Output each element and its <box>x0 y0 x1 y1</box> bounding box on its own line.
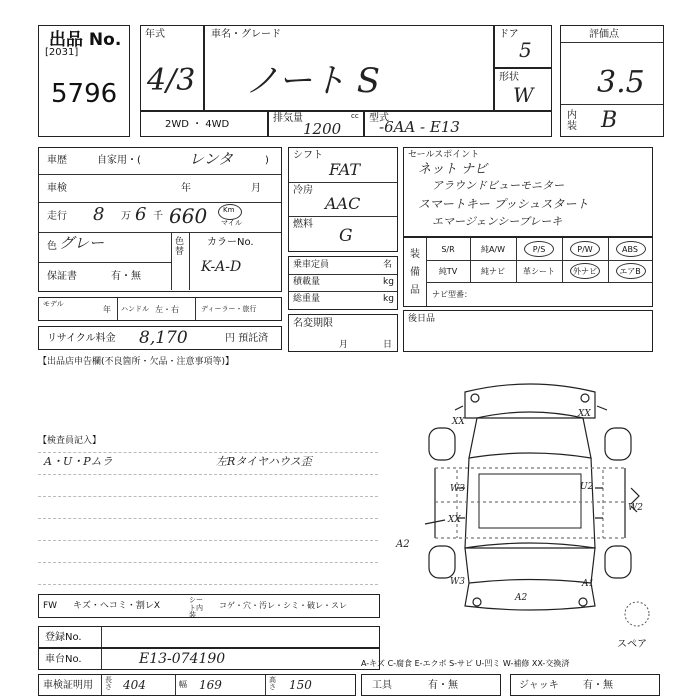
handle-options: 左・右 <box>155 305 179 314</box>
lot-number: 5796 <box>51 79 118 109</box>
equip-sr: S/R <box>441 244 455 254</box>
mileage-man-unit: 万 <box>121 211 131 222</box>
colorno-label: カラーNo. <box>207 237 254 248</box>
model-change-label: モデル <box>43 300 64 308</box>
cert-len-label: 長さ <box>105 676 112 691</box>
door-box <box>494 25 552 68</box>
mark-a2-rear: A2 <box>515 593 528 603</box>
equip-pw-circle <box>570 241 600 257</box>
shape-value: W <box>513 83 534 107</box>
shape-box <box>494 68 552 111</box>
equip-nav-label: ナビ型番： <box>432 290 472 299</box>
jack-options: 有・無 <box>583 680 613 691</box>
equipment-box <box>403 237 653 307</box>
load-label: 積載量 <box>293 277 321 287</box>
mark-w3-left: W3 <box>450 484 465 494</box>
lot-code: [2031] <box>45 47 79 58</box>
equip-abs-circle <box>616 241 646 257</box>
inspector-left: A・U・Pムラ <box>44 455 113 468</box>
history-label: 車歴 <box>47 155 67 166</box>
shift-value: FAT <box>329 160 361 179</box>
model-box <box>364 111 552 137</box>
chassis-box <box>38 648 380 670</box>
later-label: 後日品 <box>408 314 436 324</box>
mileage-hundreds: 660 <box>169 204 208 228</box>
name-label: 車名・グレード <box>211 29 281 40</box>
fw-prefix: FW <box>43 601 58 611</box>
color-change: 色替 <box>175 237 185 257</box>
fw-rest: コゲ・穴・汚レ・シミ・破レ・スレ <box>219 601 347 610</box>
tools-options: 有・無 <box>428 680 458 691</box>
mileage-sen: 6 <box>135 204 147 225</box>
inspection-month: 月 <box>251 183 261 194</box>
color-value: グレー <box>59 234 105 252</box>
inspector-right: 左Rタイヤハウス歪 <box>216 455 312 468</box>
interior-label: 内装 <box>567 110 577 132</box>
mark-xx-front-left: XX <box>452 417 465 427</box>
inspector-header: 【検査員記入】 <box>38 436 102 446</box>
shift-label: シフト <box>293 150 323 161</box>
sales-line-2: アラウンドビューモニター <box>432 179 564 192</box>
lot-label: 出品 No. <box>49 30 122 50</box>
recycle-box <box>38 326 282 350</box>
equip-abs: ABS <box>622 244 638 254</box>
damage-legend: A-キズ C-腐食 E-エクボ S-サビ U-凹ミ W-補修 XX-交換済 <box>361 659 570 668</box>
cert-height-label: 高さ <box>269 676 276 691</box>
mark-xx-side: XX <box>448 515 461 525</box>
registration-label: 登録No. <box>45 632 82 643</box>
equip-leather: 革シート <box>523 266 555 276</box>
mileage-unit-mile: マイル <box>221 219 242 227</box>
cert-width: 169 <box>199 678 222 692</box>
handle-label: ハンドル <box>121 305 149 313</box>
colorno-value: K-A-D <box>201 259 242 275</box>
equip-aw: 純A/W <box>480 244 506 254</box>
year-label: 年式 <box>145 29 165 40</box>
aircon-label: 冷房 <box>293 185 313 196</box>
aircon-value: AAC <box>325 194 361 213</box>
drive-box <box>140 111 268 137</box>
sales-box <box>403 147 653 237</box>
deadline-day: 日 <box>383 340 393 350</box>
jack-box <box>510 674 660 696</box>
deadline-month: 月 <box>339 340 349 350</box>
inspection-year: 年 <box>181 183 191 194</box>
score-value: 3.5 <box>597 65 645 100</box>
fw-items: キズ・ヘコミ・割レX <box>73 601 160 611</box>
warranty-label: 保証書 <box>47 271 77 282</box>
later-box <box>403 310 653 352</box>
capacity-label: 乗車定員 <box>293 260 330 270</box>
history-options: 自家用・( <box>97 155 141 166</box>
equip-pw: P/W <box>577 244 593 254</box>
tools-box <box>361 674 501 696</box>
warranty-options: 有・無 <box>111 271 141 282</box>
history-close: ) <box>265 155 269 166</box>
fw-line <box>38 594 380 618</box>
mark-w2-right: W2 <box>628 503 643 513</box>
sales-label: セールスポイント <box>408 150 480 160</box>
equip-navi: 純ナビ <box>481 266 505 276</box>
chassis-value: E13-074190 <box>139 651 226 667</box>
mark-a1-rear: A1 <box>582 579 595 589</box>
gross-label: 総重量 <box>293 294 321 304</box>
chassis-label: 車台No. <box>45 654 82 665</box>
cert-len: 404 <box>123 678 146 692</box>
mileage-man: 8 <box>93 204 105 225</box>
score-box <box>560 25 664 137</box>
equip-ps: P/S <box>532 244 546 254</box>
cert-height: 150 <box>289 678 312 692</box>
fuel-value: G <box>339 226 353 246</box>
recycle-label: リサイクル料金 <box>47 333 116 344</box>
equip-ext-navi: 外ナビ <box>573 266 597 276</box>
registration-box <box>38 626 380 648</box>
sales-line-4: エマージェンシーブレーキ <box>432 215 563 228</box>
spec-box <box>288 147 398 252</box>
tools-label: 工具 <box>372 680 392 691</box>
capacity-unit: 名 <box>383 260 393 270</box>
history-value: レンタ <box>189 150 234 168</box>
mileage-unit-km: Km <box>223 206 235 214</box>
sales-line-3: スマートキー プッシュスタート <box>418 197 589 211</box>
load-unit: kg <box>383 277 394 287</box>
score-label: 評価点 <box>589 29 619 40</box>
sales-line-1: ネット ナビ <box>418 162 488 177</box>
fuel-label: 燃料 <box>293 219 313 230</box>
recycle-unit: 円 預託済 <box>225 333 269 344</box>
year-box <box>140 25 204 111</box>
door-value: 5 <box>519 38 532 62</box>
cert-label: 車検証明用 <box>43 680 93 691</box>
jack-label: ジャッキ <box>519 680 559 691</box>
vehicle-info-box <box>38 147 282 292</box>
interior-value: B <box>601 108 618 133</box>
equip-label-mid: 備 <box>410 267 420 278</box>
color-label: 色 <box>47 241 57 252</box>
fw-seat: シート内装 <box>189 596 203 620</box>
model-change-year: 年 <box>103 305 111 314</box>
displacement-box <box>268 111 364 137</box>
notes-header: 【出品店申告欄(不良箇所・欠品・注意事項等)】 <box>38 357 235 367</box>
model-value: -6AA - E13 <box>379 118 460 136</box>
mark-xx-front-right: XX <box>578 409 591 419</box>
year-value: 4/3 <box>147 63 196 98</box>
dealer-label: ディーラー・旅行 <box>201 305 257 313</box>
door-label: ドア <box>499 29 519 40</box>
mark-w3-rear: W3 <box>450 577 465 587</box>
equip-tv: 純TV <box>438 266 458 276</box>
gross-unit: kg <box>383 294 394 304</box>
cert-width-label: 幅 <box>179 680 187 689</box>
cert-box <box>38 674 356 696</box>
equip-label-bot: 品 <box>410 285 420 296</box>
equip-airbag-circle <box>616 263 646 279</box>
drive-label: 2WD ・ 4WD <box>165 119 230 130</box>
car-damage-diagram <box>395 378 665 628</box>
mark-u2-right: U2 <box>580 482 594 492</box>
shape-label: 形状 <box>499 72 519 83</box>
name-value: ノート S <box>245 61 381 101</box>
equip-airbag: エアB <box>619 266 641 276</box>
spare-label: スペア <box>617 639 647 650</box>
mileage-label: 走行 <box>47 211 67 222</box>
deadline-label: 名変期限 <box>293 318 333 329</box>
weight-box <box>288 256 398 310</box>
displacement-unit: cc <box>351 112 359 120</box>
model-change-box <box>38 297 282 321</box>
deadline-box <box>288 314 398 352</box>
displacement-value: 1200 <box>303 120 342 138</box>
displacement-label: 排気量 <box>273 113 303 124</box>
equip-ext-navi-circle <box>570 263 600 279</box>
name-box <box>204 25 494 111</box>
equip-ps-circle <box>524 241 554 257</box>
equip-label-top: 装 <box>410 249 420 260</box>
mileage-sen-unit: 千 <box>153 211 163 222</box>
inspection-label: 車検 <box>47 183 67 194</box>
model-label: 型式 <box>369 113 389 124</box>
lot-box <box>38 25 130 137</box>
recycle-value: 8,170 <box>139 328 188 348</box>
mark-a2-left: A2 <box>396 539 410 550</box>
